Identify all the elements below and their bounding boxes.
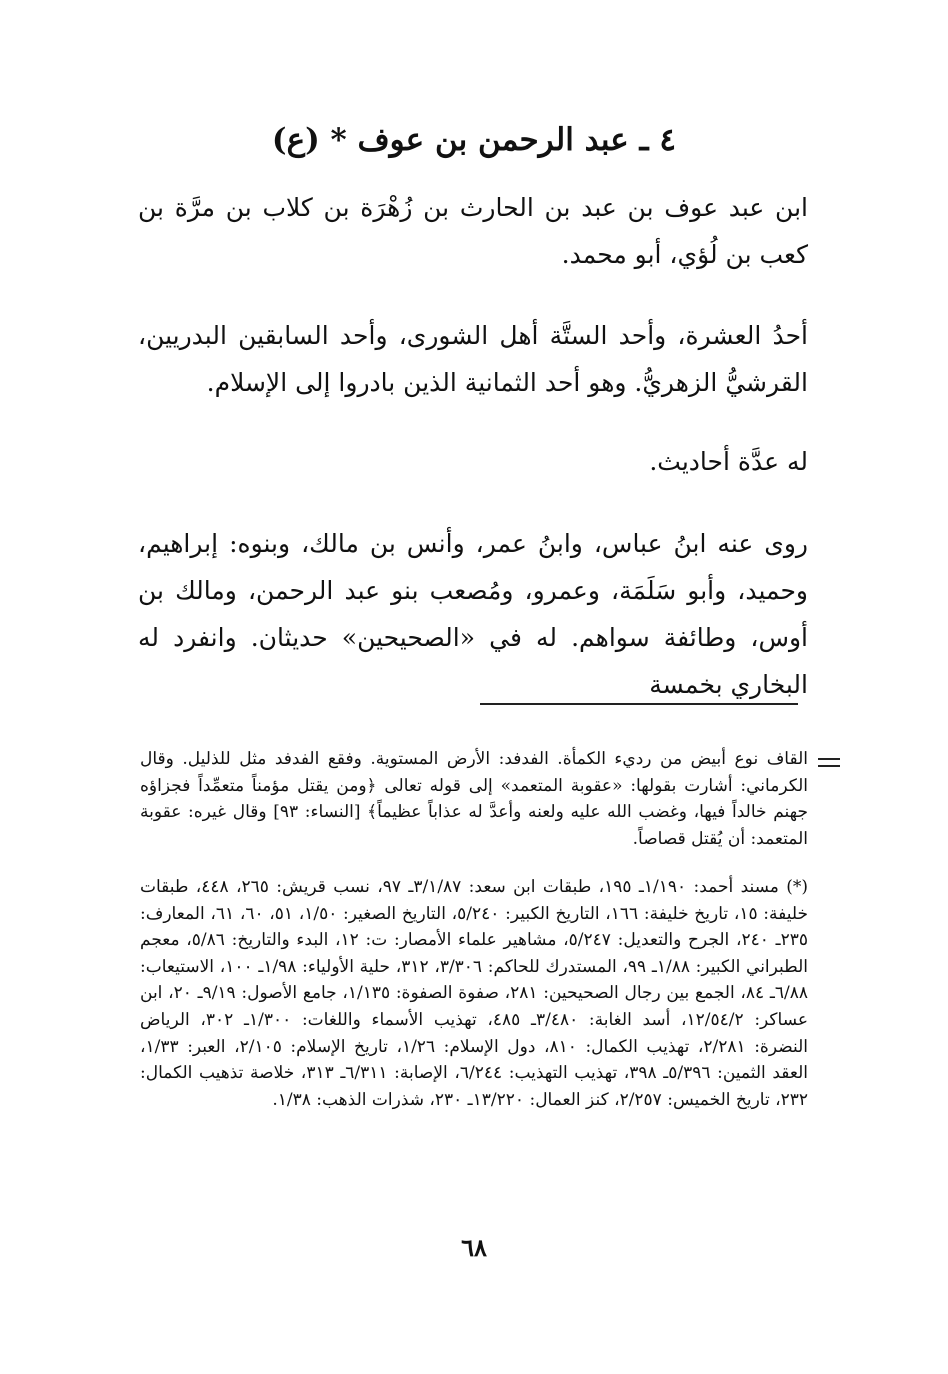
continuation-mark [818,758,840,767]
entry-heading: ٤ ـ عبد الرحمن بن عوف * (ع) [271,122,677,158]
hadith-count-paragraph: له عدَّة أحاديث. [649,447,808,476]
footnote-sources: (*) مسند أحمد: ١/١٩٠ـ ١٩٥، طبقات ابن سعد: ٣/١/٨٧ـ ٩٧، نسب قريش: ٢٦٥، ٤٤٨، طبقات خليفة: ١٥، تاريخ خليفة: ١٦٦، التاريخ الكبير: ٥/٢٤٠، التاريخ الصغير: ١/٥٠، ٥١، ٦٠، ٦١، المعارف: ٢٣٥ـ ٢٤٠، الجرح والتعديل: ٥/٢٤٧، مشاهير علماء الأمصار: ت: ١٢، البدء والتاريخ: ٥/٨٦، معجم الطبراني الكبير: ١/٨٨ـ ٩٩، المستدرك للحاكم: ٣/٣٠٦، ٣١٢، حلية الأولياء: ١/٩٨ـ ١٠٠، الاستيعاب: ٦/٨٨ـ ٨٤، الجمع بين رجال الصحيحين: ٢٨١، صفوة الصفوة: ١/١٣٥، جامع الأصول: ٩/١٩ـ ٢٠، ابن عساكر: ١٢/٥٤/٢، أسد الغابة: ٣/٤٨٠ـ ٤٨٥، تهذيب الأسماء واللغات: ١/٣٠٠ـ ٣٠٢، الرياض النضرة: ٢/٢٨١، تهذيب الكمال: ٨١٠، دول الإسلام: ١/٢٦، تاريخ الإسلام: ٢/١٠٥، العبر: ١/٣٣، العقد الثمين: ٥/٣٩٦ـ ٣٩٨، تهذيب التهذيب: ٦/٢٤٤، الإصابة: ٦/٣١١ـ ٣١٣، خلاصة تذهيب الكمال: ٢٣٢، تاريخ الخميس: ٢/٢٥٧، كنز العمال: ١٣/٢٢٠ـ ٢٣٠، شذرات الذهب: ١/٣٨. [140,877,809,1110]
page-number: ٦٨ [461,1233,487,1262]
footnote-continued: القاف نوع أبيض من رديء الكمأة. الفدفد: الأرض المستوية. وفقع الفدفد مثل للذليل. وقال الكرماني: أشارت بقولها: «عقوبة المتعمد» إلى قوله تعالى ﴿ومن يقتل مؤمناً متعمِّداً فجزاؤه جهنم خالداً فيها، وغضب الله عليه ولعنه وأعدَّ له عذاباً عظيماً﴾ [النساء: ٩٣] وقال غيره: عقوبة المتعمد: أن يُقتل قصاصاً. [140,749,808,849]
narrators-paragraph: روى عنه ابنُ عباس، وابنُ عمر، وأنس بن مالك، وبنوه: إبراهيم، وحميد، وأبو سَلَمَة، وعمرو، ومُصعب بنو عبد الرحمن، ومالك بن أوس، وطائفة سواهم. له في «الصحيحين» حديثان. وانفرد له البخاري بخمسة [138,529,808,699]
status-paragraph: أحدُ العشرة، وأحد الستَّة أهل الشورى، وأحد السابقين البدريين، القرشيُّ الزهريُّ. وهو أحد الثمانية الذين بادروا إلى الإسلام. [138,321,808,397]
lineage-paragraph: ابن عبد عوف بن عبد بن الحارث بن زُهْرَة بن كلاب بن مرَّة بن كعب بن لُؤي، أبو محمد. [138,193,808,269]
footnote-separator [480,703,798,705]
